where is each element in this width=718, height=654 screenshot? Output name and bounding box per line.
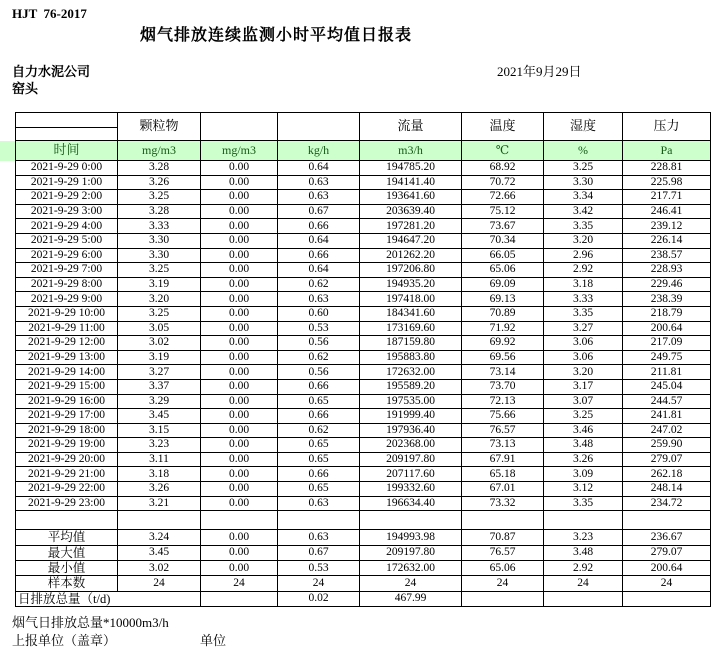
table-row [16,248,711,263]
summary-value-cell: 194993.98 [360,530,462,545]
value-cell: 199332.60 [360,482,462,497]
value-cell: 3.25 [118,306,201,321]
empty-cell [118,511,201,530]
value-cell: 0.63 [278,292,360,307]
value-cell: 3.15 [118,423,201,438]
col-header-flow: 流量 [360,113,462,141]
value-cell: 218.79 [623,306,711,321]
value-cell: 0.00 [201,263,278,278]
value-cell: 195883.80 [360,350,462,365]
value-cell: 70.34 [462,233,544,248]
value-cell: 194647.20 [360,233,462,248]
value-cell: 3.06 [544,336,623,351]
value-cell: 3.21 [118,496,201,511]
value-cell: 0.00 [201,452,278,467]
col-header-blank-1 [201,113,278,141]
summary-value-cell: 0.53 [278,561,360,576]
summary-label: 样本数 [16,576,118,591]
value-cell: 194785.20 [360,161,462,176]
value-cell: 75.66 [462,409,544,424]
value-cell: 3.17 [544,379,623,394]
value-cell: 72.66 [462,190,544,205]
summary-value-cell: 0.63 [278,530,360,545]
value-cell: 3.18 [118,467,201,482]
value-cell: 234.72 [623,496,711,511]
col-header-blank-2 [278,113,360,141]
time-cell: 2021-9-29 4:00 [16,219,118,234]
table-row [16,452,711,467]
company-name: 自力水泥公司 [12,64,91,79]
summary-label: 最小值 [16,561,118,576]
value-cell: 217.71 [623,190,711,205]
table-row [16,321,711,336]
value-cell: 202368.00 [360,438,462,453]
value-cell: 3.19 [118,350,201,365]
value-cell: 3.33 [544,292,623,307]
empty-cell [623,511,711,530]
time-cell: 2021-9-29 8:00 [16,277,118,292]
unit-pa: Pa [623,141,711,161]
table-row [16,379,711,394]
value-cell: 3.28 [118,204,201,219]
unit-header-row [16,141,711,161]
value-cell: 0.00 [201,365,278,380]
value-cell: 197936.40 [360,423,462,438]
value-cell: 173169.60 [360,321,462,336]
value-cell: 248.14 [623,482,711,497]
table-row [16,292,711,307]
value-cell: 0.00 [201,423,278,438]
value-cell: 0.00 [201,204,278,219]
value-cell: 0.64 [278,263,360,278]
value-cell: 69.09 [462,277,544,292]
value-cell: 262.18 [623,467,711,482]
value-cell: 65.06 [462,263,544,278]
summary-value-cell: 236.67 [623,530,711,545]
value-cell: 247.02 [623,423,711,438]
value-cell: 217.09 [623,336,711,351]
value-cell: 67.91 [462,452,544,467]
table-row [16,263,711,278]
summary-row [16,545,711,560]
daily-total-row [16,591,711,606]
value-cell: 69.92 [462,336,544,351]
table-row [16,409,711,424]
value-cell: 3.27 [544,321,623,336]
table-row [16,496,711,511]
table-row [16,423,711,438]
table-row [16,336,711,351]
time-cell: 2021-9-29 0:00 [16,161,118,176]
value-cell: 0.56 [278,365,360,380]
value-cell: 67.01 [462,482,544,497]
value-cell: 0.62 [278,423,360,438]
daily-total-kgh-cell: 0.02 [278,591,360,606]
col-header-pressure: 压力 [623,113,711,141]
value-cell: 3.25 [118,190,201,205]
value-cell: 0.00 [201,496,278,511]
value-cell: 0.00 [201,248,278,263]
value-cell: 0.00 [201,277,278,292]
value-cell: 0.62 [278,277,360,292]
summary-value-cell: 24 [201,576,278,591]
value-cell: 69.56 [462,350,544,365]
value-cell: 0.00 [201,161,278,176]
time-cell: 2021-9-29 15:00 [16,379,118,394]
value-cell: 246.41 [623,204,711,219]
value-cell: 3.19 [118,277,201,292]
time-cell: 2021-9-29 14:00 [16,365,118,380]
table-row [16,219,711,234]
value-cell: 0.65 [278,452,360,467]
time-header: 时间 [16,141,118,161]
value-cell: 0.64 [278,233,360,248]
value-cell: 0.65 [278,438,360,453]
value-cell: 3.26 [118,482,201,497]
value-cell: 0.00 [201,394,278,409]
time-cell: 2021-9-29 7:00 [16,263,118,278]
empty-cell [544,511,623,530]
summary-value-cell: 172632.00 [360,561,462,576]
value-cell: 239.12 [623,219,711,234]
summary-value-cell: 3.23 [544,530,623,545]
value-cell: 0.53 [278,321,360,336]
value-cell: 65.18 [462,467,544,482]
value-cell: 71.92 [462,321,544,336]
summary-value-cell: 3.45 [118,545,201,560]
col-header-humidity: 湿度 [544,113,623,141]
report-title: 烟气排放连续监测小时平均值日报表 [140,27,413,44]
value-cell: 3.42 [544,204,623,219]
value-cell: 3.25 [544,161,623,176]
value-cell: 245.04 [623,379,711,394]
value-cell: 0.00 [201,350,278,365]
value-cell: 191999.40 [360,409,462,424]
value-cell: 0.00 [201,306,278,321]
group-header-row [16,113,711,141]
value-cell: 228.93 [623,263,711,278]
unit-mgm3-1: mg/m3 [118,141,201,161]
value-cell: 73.67 [462,219,544,234]
time-cell: 2021-9-29 23:00 [16,496,118,511]
value-cell: 238.57 [623,248,711,263]
flow-total-note: 烟气日排放总量*10000m3/h [12,615,169,630]
value-cell: 259.90 [623,438,711,453]
value-cell: 66.05 [462,248,544,263]
value-cell: 73.13 [462,438,544,453]
summary-value-cell: 0.67 [278,545,360,560]
value-cell: 3.23 [118,438,201,453]
table-row [16,204,711,219]
value-cell: 0.64 [278,161,360,176]
unit-mgm3-2: mg/m3 [201,141,278,161]
value-cell: 0.63 [278,496,360,511]
daily-total-flow-cell: 467.99 [360,591,462,606]
value-cell: 0.65 [278,394,360,409]
value-cell: 3.35 [544,219,623,234]
value-cell: 229.46 [623,277,711,292]
value-cell: 207117.60 [360,467,462,482]
summary-row [16,576,711,591]
empty-cell [16,511,118,530]
value-cell: 72.13 [462,394,544,409]
value-cell: 3.34 [544,190,623,205]
value-cell: 238.39 [623,292,711,307]
empty-cell [201,511,278,530]
unit-label: 单位 [200,633,227,648]
col-header-temperature: 温度 [462,113,544,141]
value-cell: 0.66 [278,467,360,482]
value-cell: 3.20 [544,365,623,380]
value-cell: 3.46 [544,423,623,438]
daily-total-label: 日排放总量（t/d) [16,591,201,606]
value-cell: 3.02 [118,336,201,351]
value-cell: 3.06 [544,350,623,365]
table-row [16,175,711,190]
value-cell: 201262.20 [360,248,462,263]
value-cell: 69.13 [462,292,544,307]
monitoring-table [15,112,711,607]
value-cell: 2.96 [544,248,623,263]
value-cell: 225.98 [623,175,711,190]
value-cell: 194935.20 [360,277,462,292]
value-cell: 73.14 [462,365,544,380]
value-cell: 0.65 [278,482,360,497]
value-cell: 3.27 [118,365,201,380]
value-cell: 193641.60 [360,190,462,205]
spacer-row [16,511,711,530]
empty-cell [360,511,462,530]
value-cell: 184341.60 [360,306,462,321]
summary-value-cell: 3.48 [544,545,623,560]
unit-celsius: ℃ [462,141,544,161]
value-cell: 0.00 [201,175,278,190]
table-row [16,438,711,453]
value-cell: 3.25 [118,263,201,278]
time-cell: 2021-9-29 10:00 [16,306,118,321]
value-cell: 0.62 [278,350,360,365]
value-cell: 197206.80 [360,263,462,278]
value-cell: 172632.00 [360,365,462,380]
value-cell: 0.66 [278,379,360,394]
summary-value-cell: 2.92 [544,561,623,576]
value-cell: 3.25 [544,409,623,424]
value-cell: 197418.00 [360,292,462,307]
value-cell: 226.14 [623,233,711,248]
value-cell: 0.00 [201,438,278,453]
reporting-unit-label: 上报单位（盖章） [12,633,117,648]
value-cell: 3.48 [544,438,623,453]
value-cell: 0.00 [201,219,278,234]
unit-m3h: m3/h [360,141,462,161]
standard-code: HJT 76-2017 [12,6,87,21]
empty-cell [623,591,711,606]
empty-cell [201,591,278,606]
report-date: 2021年9月29日 [497,64,582,79]
value-cell: 3.11 [118,452,201,467]
empty-cell [462,591,544,606]
value-cell: 197535.00 [360,394,462,409]
corner-cell [16,113,118,141]
summary-row [16,561,711,576]
value-cell: 0.56 [278,336,360,351]
monitoring-point: 窑头 [12,81,39,96]
value-cell: 70.89 [462,306,544,321]
value-cell: 187159.80 [360,336,462,351]
time-cell: 2021-9-29 11:00 [16,321,118,336]
summary-row [16,530,711,545]
value-cell: 3.28 [118,161,201,176]
time-cell: 2021-9-29 16:00 [16,394,118,409]
time-cell: 2021-9-29 22:00 [16,482,118,497]
value-cell: 0.00 [201,233,278,248]
value-cell: 279.07 [623,452,711,467]
value-cell: 0.63 [278,175,360,190]
summary-value-cell: 209197.80 [360,545,462,560]
summary-value-cell: 0.00 [201,545,278,560]
value-cell: 0.60 [278,306,360,321]
value-cell: 0.63 [278,190,360,205]
value-cell: 203639.40 [360,204,462,219]
value-cell: 76.57 [462,423,544,438]
left-green-strip [0,141,16,161]
value-cell: 3.12 [544,482,623,497]
value-cell: 3.20 [118,292,201,307]
value-cell: 196634.40 [360,496,462,511]
time-cell: 2021-9-29 9:00 [16,292,118,307]
time-cell: 2021-9-29 2:00 [16,190,118,205]
value-cell: 0.00 [201,292,278,307]
summary-label: 平均值 [16,530,118,545]
table-row [16,482,711,497]
value-cell: 3.45 [118,409,201,424]
summary-value-cell: 24 [462,576,544,591]
value-cell: 70.72 [462,175,544,190]
summary-value-cell: 70.87 [462,530,544,545]
summary-value-cell: 3.02 [118,561,201,576]
value-cell: 68.92 [462,161,544,176]
summary-label: 最大值 [16,545,118,560]
summary-value-cell: 200.64 [623,561,711,576]
summary-value-cell: 24 [360,576,462,591]
summary-value-cell: 65.06 [462,561,544,576]
value-cell: 3.07 [544,394,623,409]
value-cell: 249.75 [623,350,711,365]
value-cell: 73.70 [462,379,544,394]
time-cell: 2021-9-29 20:00 [16,452,118,467]
empty-cell [462,511,544,530]
time-cell: 2021-9-29 5:00 [16,233,118,248]
summary-value-cell: 24 [278,576,360,591]
value-cell: 0.67 [278,204,360,219]
value-cell: 0.00 [201,379,278,394]
value-cell: 0.66 [278,409,360,424]
value-cell: 0.00 [201,321,278,336]
table-row [16,277,711,292]
table-row [16,161,711,176]
value-cell: 0.66 [278,219,360,234]
summary-value-cell: 24 [623,576,711,591]
value-cell: 73.32 [462,496,544,511]
unit-percent: % [544,141,623,161]
table-body [16,161,711,607]
value-cell: 3.05 [118,321,201,336]
value-cell: 2.92 [544,263,623,278]
value-cell: 200.64 [623,321,711,336]
empty-cell [544,591,623,606]
table-row [16,350,711,365]
value-cell: 0.00 [201,190,278,205]
time-cell: 2021-9-29 19:00 [16,438,118,453]
value-cell: 3.09 [544,467,623,482]
value-cell: 0.00 [201,482,278,497]
time-cell: 2021-9-29 3:00 [16,204,118,219]
col-header-particulate: 颗粒物 [118,113,201,141]
value-cell: 3.30 [544,175,623,190]
value-cell: 3.33 [118,219,201,234]
time-cell: 2021-9-29 12:00 [16,336,118,351]
value-cell: 244.57 [623,394,711,409]
value-cell: 195589.20 [360,379,462,394]
time-cell: 2021-9-29 17:00 [16,409,118,424]
table-row [16,365,711,380]
value-cell: 0.00 [201,467,278,482]
value-cell: 228.81 [623,161,711,176]
value-cell: 3.26 [118,175,201,190]
empty-cell [278,511,360,530]
summary-value-cell: 24 [544,576,623,591]
summary-value-cell: 0.00 [201,561,278,576]
value-cell: 211.81 [623,365,711,380]
value-cell: 3.26 [544,452,623,467]
time-cell: 2021-9-29 6:00 [16,248,118,263]
value-cell: 3.30 [118,233,201,248]
value-cell: 241.81 [623,409,711,424]
value-cell: 3.35 [544,496,623,511]
unit-kgh: kg/h [278,141,360,161]
value-cell: 3.29 [118,394,201,409]
summary-value-cell: 279.07 [623,545,711,560]
time-cell: 2021-9-29 1:00 [16,175,118,190]
time-cell: 2021-9-29 18:00 [16,423,118,438]
value-cell: 209197.80 [360,452,462,467]
value-cell: 3.20 [544,233,623,248]
value-cell: 0.00 [201,336,278,351]
summary-value-cell: 3.24 [118,530,201,545]
summary-value-cell: 24 [118,576,201,591]
summary-value-cell: 0.00 [201,530,278,545]
value-cell: 197281.20 [360,219,462,234]
value-cell: 3.37 [118,379,201,394]
value-cell: 0.66 [278,248,360,263]
table-row [16,467,711,482]
table-row [16,233,711,248]
table-row [16,306,711,321]
value-cell: 194141.40 [360,175,462,190]
value-cell: 3.18 [544,277,623,292]
time-cell: 2021-9-29 13:00 [16,350,118,365]
value-cell: 0.00 [201,409,278,424]
value-cell: 75.12 [462,204,544,219]
value-cell: 3.30 [118,248,201,263]
summary-value-cell: 76.57 [462,545,544,560]
value-cell: 3.35 [544,306,623,321]
table-row [16,394,711,409]
time-cell: 2021-9-29 21:00 [16,467,118,482]
table-row [16,190,711,205]
